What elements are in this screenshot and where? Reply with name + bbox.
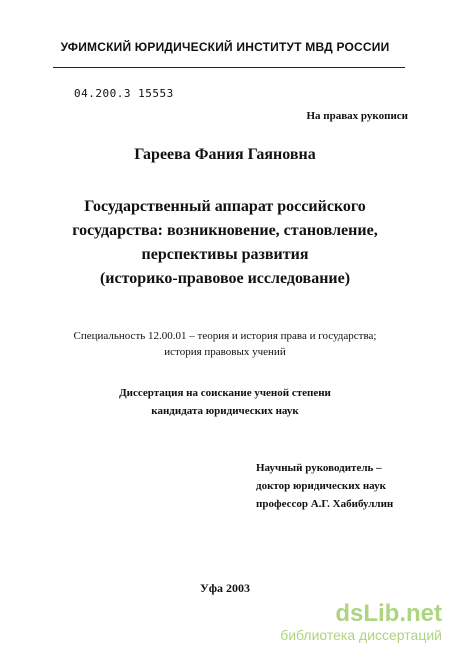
advisor-line: профессор А.Г. Хабибуллин — [256, 498, 394, 510]
author-name: Гареева Фания Гаяновна — [134, 146, 316, 163]
specialty-line: история правовых учений — [164, 346, 286, 358]
manuscript-rights-label: На правах рукописи — [306, 110, 408, 122]
registration-stamp: 04.200.3 15553 — [74, 87, 174, 100]
advisor-line: доктор юридических наук — [256, 480, 386, 492]
degree-line: кандидата юридических наук — [151, 405, 299, 417]
specialty — [0, 328, 450, 360]
degree-statement — [0, 384, 450, 420]
header-divider — [53, 67, 405, 68]
scientific-advisor — [256, 459, 393, 513]
title-line: (историко-правовое исследование) — [99, 270, 351, 287]
watermark-subtitle: библиотека диссертаций — [280, 627, 442, 643]
title-line: Государственный аппарат российского — [84, 198, 366, 215]
advisor-line: Научный руководитель – — [256, 462, 382, 474]
title-line: перспективы развития — [141, 246, 309, 263]
place-and-year: Уфа 2003 — [199, 581, 251, 595]
degree-line: Диссертация на соискание ученой степени — [119, 387, 331, 399]
dissertation-title — [0, 195, 450, 291]
institute-name: УФИМСКИЙ ЮРИДИЧЕСКИЙ ИНСТИТУТ МВД РОССИИ — [60, 40, 390, 54]
watermark-logo: dsLib.net — [335, 600, 442, 627]
title-line: государства: возникновение, становление, — [72, 222, 378, 239]
dslib-watermark — [280, 601, 442, 643]
specialty-line: Специальность 12.00.01 – теория и история права и государства; — [73, 330, 377, 342]
